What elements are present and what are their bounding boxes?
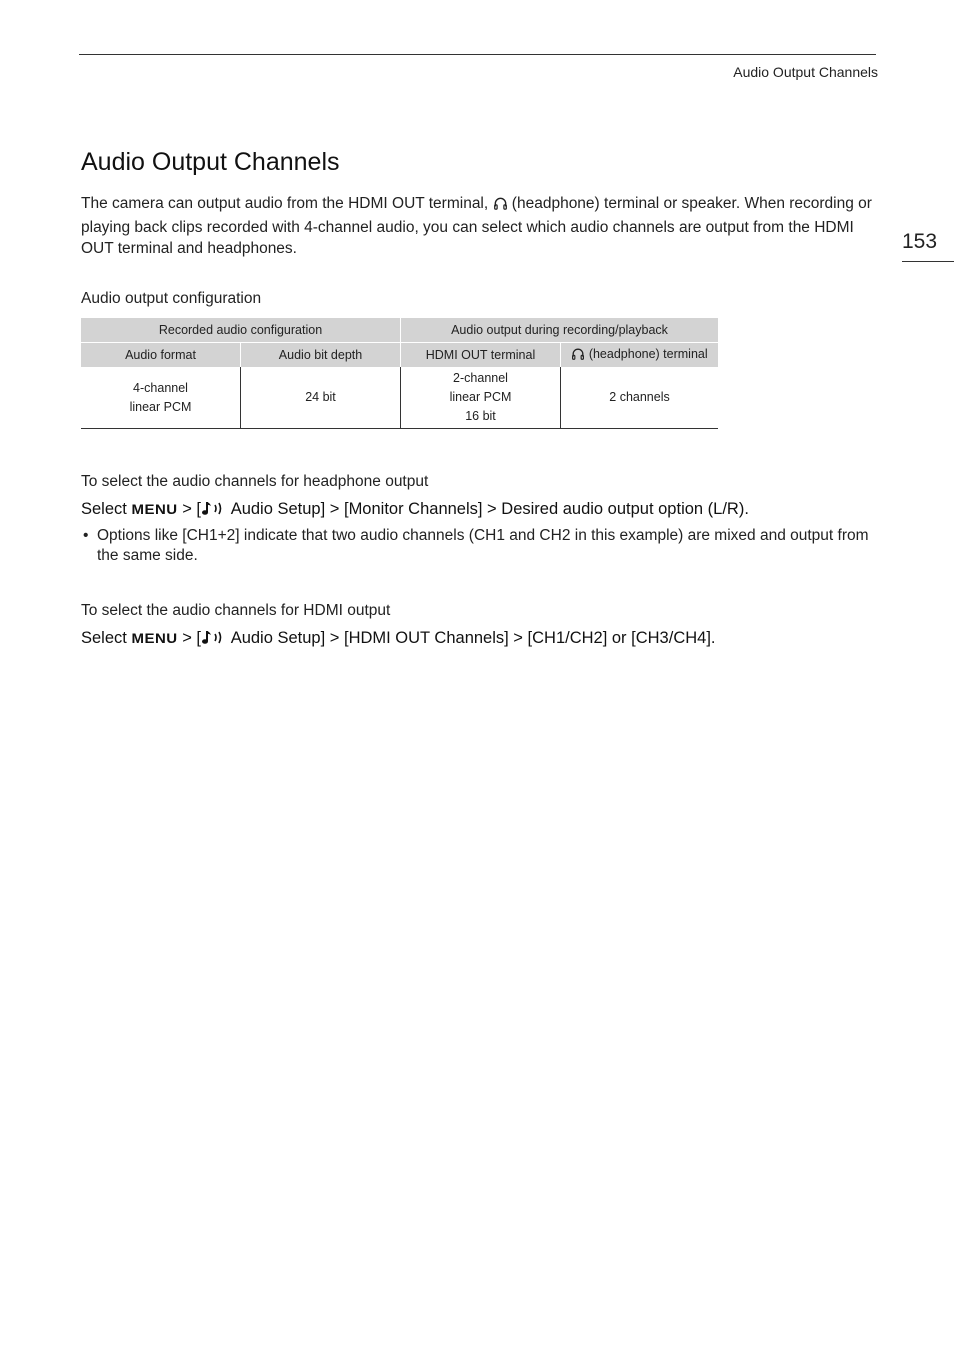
- headphone-note: [81, 526, 881, 566]
- menu-button-glyph: MENU: [131, 630, 178, 647]
- table-row: [81, 367, 718, 429]
- hdmi-section-label: To select the audio channels for HDMI output: [81, 602, 391, 619]
- group-header-output: Audio output during recording/playback: [401, 318, 719, 343]
- column-header-headphone: [561, 343, 719, 368]
- cell-bit-depth: 24 bit: [241, 367, 401, 429]
- column-header-hdmi-out: HDMI OUT terminal: [401, 343, 561, 368]
- hdmi-instruction: [81, 629, 716, 651]
- instruction-mid: > [: [177, 629, 202, 647]
- header-rule: [79, 54, 876, 55]
- audio-setup-icon: [201, 500, 227, 522]
- column-header-audio-format: Audio format: [81, 343, 241, 368]
- note-text: Options like [CH1+2] indicate that two audio channels (CH1 and CH2 in this example) are mixed and output from the same side.: [97, 527, 869, 564]
- running-head: Audio Output Channels: [733, 64, 878, 80]
- table-column-header-row: [81, 343, 718, 368]
- headphone-section-label: To select the audio channels for headphone output: [81, 473, 429, 490]
- page-title: Audio Output Channels: [81, 148, 340, 176]
- cell-line: linear PCM: [449, 390, 512, 404]
- audio-output-config-table: [81, 318, 718, 429]
- instruction-prefix: Select: [81, 500, 132, 518]
- intro-text-2: (headphone) terminal or speaker. When recording or playing back clips recorded with 4-channel audio, you can select which audio channels are output from the HDMI OUT terminal and headphones.: [81, 195, 872, 257]
- headphone-icon: [571, 347, 585, 364]
- instruction-prefix: Select: [81, 629, 132, 647]
- column-header-headphone-text: (headphone) terminal: [585, 346, 708, 361]
- table-group-header-row: [81, 318, 718, 343]
- cell-audio-format: [81, 367, 241, 429]
- bullet-marker: •: [83, 527, 89, 544]
- intro-paragraph: [81, 193, 881, 259]
- instruction-suffix: Audio Setup] > [Monitor Channels] > Desired audio output option (L/R).: [227, 500, 749, 518]
- page-number: 153: [902, 230, 938, 253]
- page-number-rule: [902, 261, 954, 262]
- group-header-recorded: Recorded audio configuration: [81, 318, 401, 343]
- menu-button-glyph: MENU: [131, 501, 178, 518]
- instruction-suffix: Audio Setup] > [HDMI OUT Channels] > [CH1/CH2] or [CH3/CH4].: [227, 629, 716, 647]
- audio-setup-icon: [201, 629, 227, 651]
- instruction-mid: > [: [177, 500, 202, 518]
- cell-line: 2-channel: [453, 371, 508, 385]
- headphone-instruction: [81, 500, 749, 522]
- cell-line: 16 bit: [465, 409, 496, 423]
- intro-text-1: The camera can output audio from the HDMI OUT terminal,: [81, 195, 493, 212]
- headphone-icon: [493, 196, 508, 217]
- cell-line: linear PCM: [129, 399, 192, 414]
- column-header-bit-depth: Audio bit depth: [241, 343, 401, 368]
- cell-hdmi-out: [401, 367, 561, 429]
- config-section-label: Audio output configuration: [81, 290, 262, 307]
- cell-line: 4-channel: [133, 380, 188, 395]
- cell-headphone: 2 channels: [561, 367, 719, 429]
